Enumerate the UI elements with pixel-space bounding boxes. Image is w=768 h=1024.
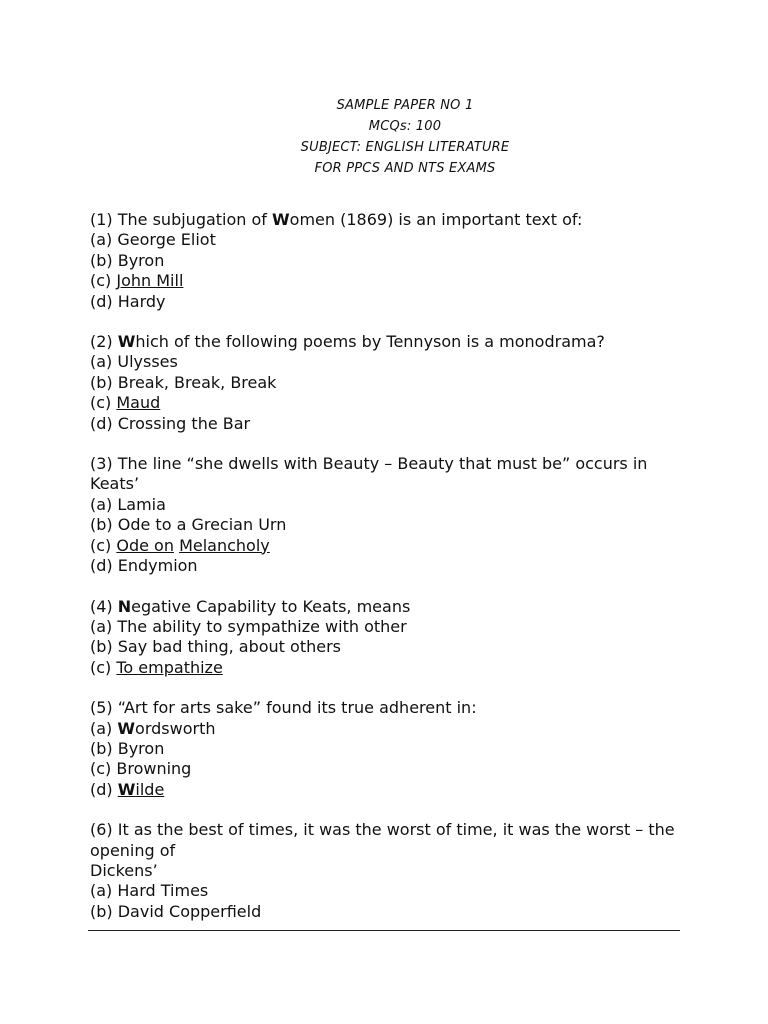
option-prefix: (c) [90, 535, 117, 555]
option-text: The ability to sympathize with other [117, 616, 407, 636]
stem-bold-letter: N [117, 596, 132, 616]
question-3 [90, 454, 690, 576]
option-text: Ode to a Grecian Urn [117, 515, 287, 535]
option-text: Endymion [117, 556, 198, 576]
page-bottom-rule [88, 930, 680, 931]
option-prefix: (d) [90, 556, 118, 576]
option-d [90, 414, 690, 434]
option-prefix: (b) [90, 901, 118, 921]
option-a [90, 495, 690, 515]
option-text: Lamia [117, 494, 166, 514]
paper-header [0, 95, 768, 179]
option-b [90, 902, 690, 922]
stem-text: (4) [90, 596, 118, 616]
option-prefix: (c) [90, 657, 117, 677]
option-text: Browning [116, 759, 192, 779]
option-a [90, 719, 690, 739]
stem-text: (1) The subjugation of [90, 210, 273, 229]
option-d [90, 556, 690, 576]
option-a [90, 352, 690, 372]
option-prefix: (b) [90, 515, 118, 535]
option-text: David Copperfield [117, 901, 262, 921]
question-stem-line2: Dickens’ [90, 860, 158, 880]
header-title: SAMPLE PAPER NO 1 [336, 98, 474, 113]
option-c [90, 759, 690, 779]
option-prefix: (d) [90, 291, 118, 311]
header-subject: SUBJECT: ENGLISH LITERATURE [300, 140, 510, 155]
option-prefix: (c) [90, 759, 117, 779]
question-6 [90, 820, 690, 922]
option-c-answer [90, 271, 690, 291]
stem-bold-letter: W [272, 210, 290, 229]
option-bold-letter: W [117, 779, 136, 799]
option-d-answer [90, 780, 690, 800]
stem-text: egative Capability to Keats, means [131, 596, 411, 616]
stem-text: (6) It as the best of times, it was the worst of time, it was the worst – the opening of [90, 820, 675, 860]
question-stem [90, 698, 690, 718]
stem-text: omen (1869) is an important text of: [289, 210, 583, 229]
option-text: Melancholy [179, 535, 270, 555]
header-mcq-count: MCQs: 100 [368, 119, 442, 134]
option-text: Byron [117, 250, 165, 270]
option-text: George Eliot [117, 230, 216, 250]
option-a [90, 617, 690, 637]
option-b [90, 373, 690, 393]
question-stem [90, 597, 690, 617]
question-5 [90, 698, 690, 800]
option-prefix: (a) [90, 616, 118, 636]
stem-text: (5) “Art for arts sake” found its true adherent in: [90, 698, 477, 718]
question-4 [90, 597, 690, 679]
question-stem [90, 454, 690, 495]
option-text: Break, Break, Break [117, 372, 277, 392]
option-c-answer [90, 658, 690, 678]
option-prefix: (a) [90, 352, 118, 372]
option-prefix: (d) [90, 413, 118, 433]
option-text: Ulysses [117, 352, 178, 372]
option-prefix: (a) [90, 718, 118, 738]
option-prefix: (a) [90, 230, 118, 250]
option-c-answer [90, 393, 690, 413]
option-prefix: (b) [90, 637, 118, 657]
option-b [90, 251, 690, 271]
option-b [90, 637, 690, 657]
option-text: Hardy [117, 291, 166, 311]
stem-text: (3) The line “she dwells with Beauty – Beauty that must be” occurs in Keats’ [90, 454, 648, 494]
option-bold-letter: W [117, 718, 136, 738]
option-prefix: (c) [90, 393, 117, 413]
option-text: ilde [135, 779, 165, 799]
option-text: Ode on [116, 535, 174, 555]
option-prefix: (d) [90, 779, 118, 799]
option-a [90, 230, 690, 250]
option-b [90, 515, 690, 535]
option-prefix: (a) [90, 881, 118, 901]
questions-body [90, 210, 690, 942]
question-1 [90, 210, 690, 312]
option-text: Crossing the Bar [117, 413, 251, 433]
option-text: Say bad thing, about others [117, 637, 341, 657]
option-prefix: (b) [90, 372, 118, 392]
option-c-answer [90, 536, 690, 556]
question-stem [90, 820, 690, 861]
stem-text: (2) [90, 332, 118, 352]
option-d [90, 292, 690, 312]
stem-bold-letter: W [117, 332, 136, 352]
option-text: Hard Times [117, 881, 209, 901]
question-stem [90, 210, 690, 230]
question-2 [90, 332, 690, 434]
option-prefix: (c) [90, 271, 117, 291]
option-text: Maud [116, 393, 161, 413]
option-text: John Mill [116, 271, 184, 291]
option-b [90, 739, 690, 759]
option-text: To empathize [116, 657, 223, 677]
stem-text: hich of the following poems by Tennyson is a monodrama? [135, 332, 605, 352]
option-a [90, 881, 690, 901]
option-text: ordsworth [135, 718, 216, 738]
question-stem [90, 332, 690, 352]
option-prefix: (b) [90, 250, 118, 270]
header-exams: FOR PPCS AND NTS EXAMS [314, 161, 496, 176]
option-prefix: (b) [90, 738, 118, 758]
option-text: Byron [117, 738, 165, 758]
option-prefix: (a) [90, 494, 118, 514]
